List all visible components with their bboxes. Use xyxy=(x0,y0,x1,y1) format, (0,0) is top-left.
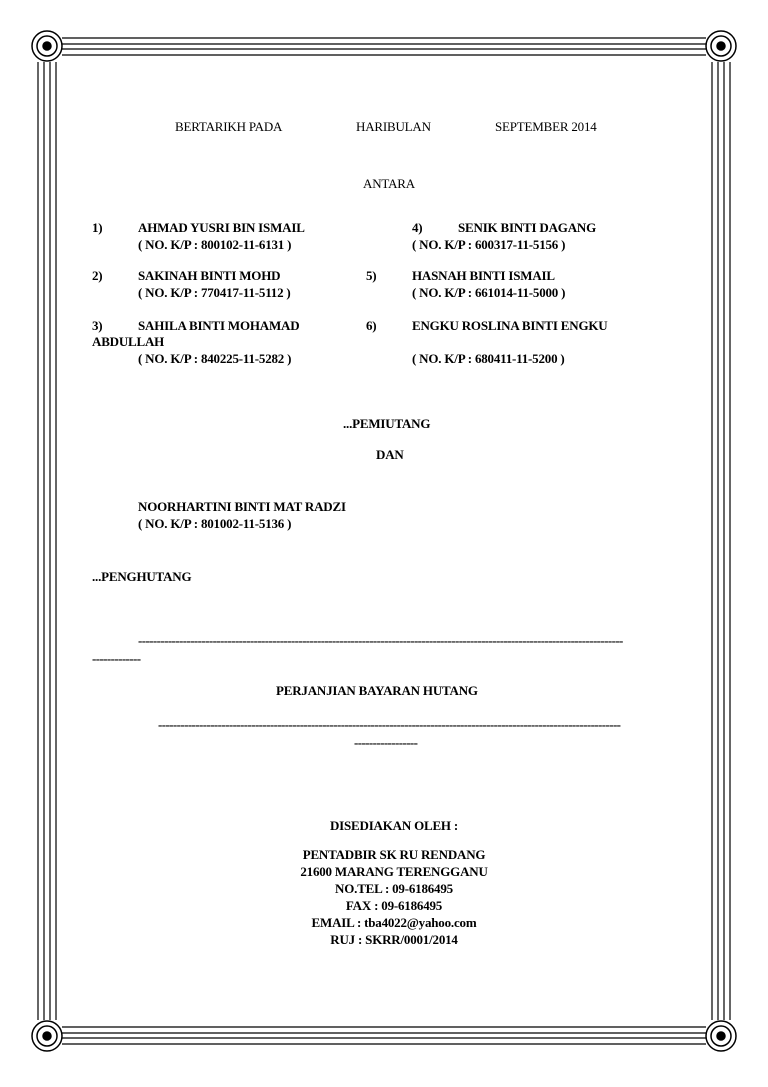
separator-line: ---------------------------------------------------------------------------------------------------------------------------------- xyxy=(138,633,623,648)
corner-ornament-bottom-right xyxy=(706,1021,736,1051)
debtor-ic: ( NO. K/P : 801002-11-5136 ) xyxy=(138,516,292,531)
creditor-3-num: 3) xyxy=(92,318,103,333)
agreement-title: PERJANJIAN BAYARAN HUTANG xyxy=(276,683,478,698)
corner-ornament-top-left xyxy=(32,31,62,61)
corner-ornament-bottom-left xyxy=(32,1021,62,1051)
prepared-by-org: PENTADBIR SK RU RENDANG xyxy=(302,847,486,862)
prepared-by-tel: NO.TEL : 09-6186495 xyxy=(335,881,453,896)
corner-ornament-top-right xyxy=(706,31,736,61)
separator-line-cont: ------------- xyxy=(92,651,141,666)
day-label: HARIBULAN xyxy=(356,119,431,134)
and-label: DAN xyxy=(376,447,404,462)
prepared-by-label: DISEDIAKAN OLEH : xyxy=(329,818,459,833)
creditor-2-name: SAKINAH BINTI MOHD xyxy=(138,268,281,283)
creditor-1-name: AHMAD YUSRI BIN ISMAIL xyxy=(138,220,305,235)
debtor-role: ...PENGHUTANG xyxy=(92,569,192,584)
creditor-3-name: SAHILA BINTI MOHAMAD xyxy=(138,318,300,333)
prepared-by-fax: FAX : 09-6186495 xyxy=(345,898,443,913)
creditor-2-ic: ( NO. K/P : 770417-11-5112 ) xyxy=(138,285,291,300)
prepared-by-email: EMAIL : tba4022@yahoo.com xyxy=(311,915,477,930)
creditor-4-num: 4) xyxy=(412,220,423,235)
creditor-6-num: 6) xyxy=(366,318,377,333)
creditor-6-ic: ( NO. K/P : 680411-11-5200 ) xyxy=(412,351,565,366)
creditor-1-ic: ( NO. K/P : 800102-11-6131 ) xyxy=(138,237,292,252)
creditor-role: ...PEMIUTANG xyxy=(343,416,431,431)
month-year: SEPTEMBER 2014 xyxy=(495,119,597,134)
date-label: BERTARIKH PADA xyxy=(175,119,283,134)
creditor-3-ic: ( NO. K/P : 840225-11-5282 ) xyxy=(138,351,292,366)
creditor-6-name: ENGKU ROSLINA BINTI ENGKU xyxy=(412,318,608,333)
creditor-1-num: 1) xyxy=(92,220,103,235)
creditor-5-name: HASNAH BINTI ISMAIL xyxy=(412,268,555,283)
prepared-by-ref: RUJ : SKRR/0001/2014 xyxy=(330,932,458,947)
prepared-by-address: 21600 MARANG TERENGGANU xyxy=(300,864,488,879)
creditor-5-ic: ( NO. K/P : 661014-11-5000 ) xyxy=(412,285,566,300)
creditor-4-name: SENIK BINTI DAGANG xyxy=(458,220,596,235)
separator-line: ---------------------------------------------------------------------------------------------------------------------------- xyxy=(158,717,621,732)
creditor-2-num: 2) xyxy=(92,268,103,283)
debtor-name: NOORHARTINI BINTI MAT RADZI xyxy=(138,499,346,514)
between-label: ANTARA xyxy=(363,176,415,191)
separator-line-cont: ----------------- xyxy=(354,735,418,750)
creditor-4-ic: ( NO. K/P : 600317-11-5156 ) xyxy=(412,237,566,252)
creditor-3-name-cont: ABDULLAH xyxy=(92,334,165,349)
creditor-5-num: 5) xyxy=(366,268,377,283)
